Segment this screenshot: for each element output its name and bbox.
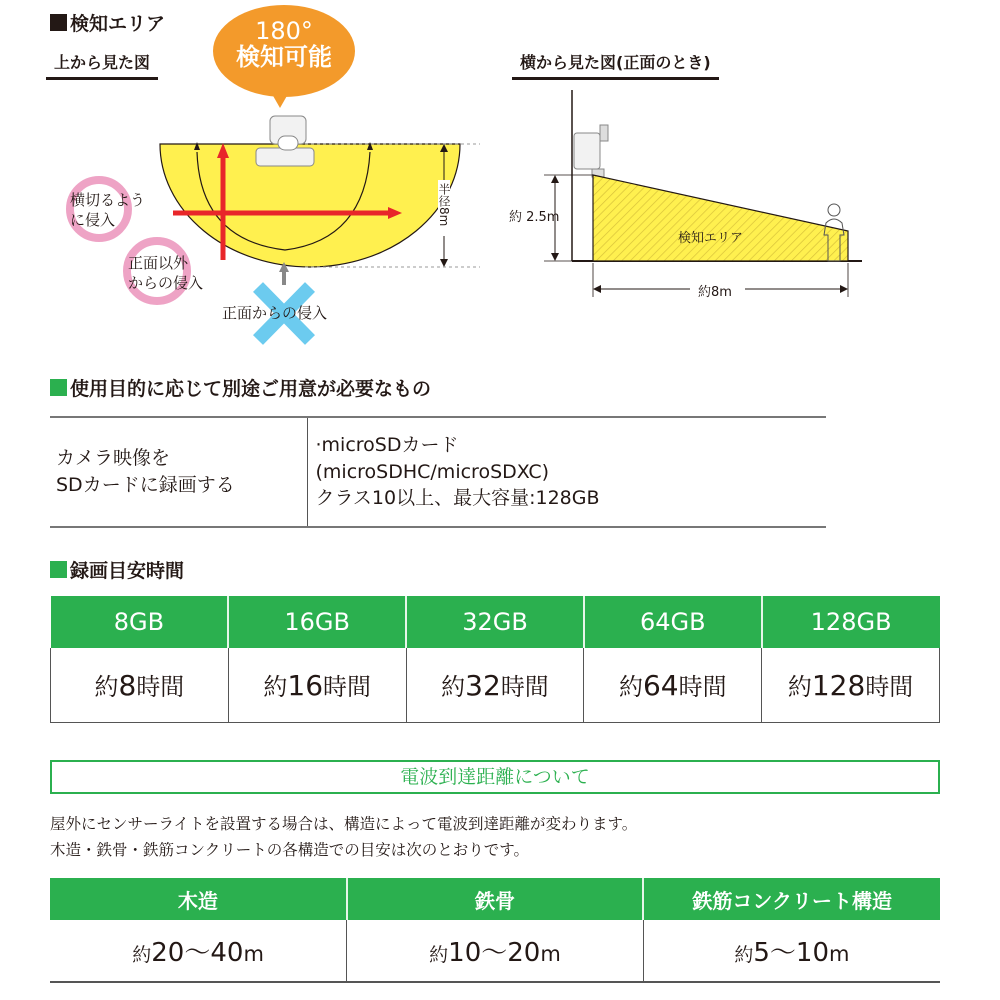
cross-entry-label: 横切るよう に侵入 (70, 191, 146, 230)
hours-cell: 約16時間 (228, 648, 406, 722)
side-area-label: 検知エリア (678, 231, 744, 246)
green-square-icon (50, 561, 67, 578)
radio-range-table (50, 878, 940, 983)
hours-cell: 約128時間 (762, 648, 940, 722)
structure-header: 鉄筋コンクリート構造 (643, 878, 940, 920)
black-square-icon (50, 14, 67, 31)
distance-label: 約8m (698, 285, 732, 300)
recording-time-title: 録画目安時間 (50, 556, 184, 583)
table-header-row (50, 878, 940, 920)
radio-range-banner: 電波到達距離について (50, 760, 940, 794)
radio-range-note: 屋外にセンサーライトを設置する場合は、構造によって電波到達距離が変わります。 木造・鉄骨・鉄筋コンクリートの各構造での目安は次のとおりです。 (50, 815, 638, 859)
capacity-header: 64GB (584, 596, 762, 648)
capacity-header: 8GB (51, 596, 229, 648)
item-cell: ·microSDカード (microSDHC/microSDXC) クラス10以上、最大容量:128GB (315, 434, 600, 510)
hours-cell: 約8時間 (51, 648, 229, 722)
range-cell: 約20〜40m (50, 920, 347, 982)
hours-cell: 約32時間 (406, 648, 584, 722)
detection-area-title: 検知エリア (50, 9, 165, 36)
requirements-table (50, 416, 826, 528)
green-square-icon (50, 379, 67, 396)
capacity-header: 16GB (228, 596, 406, 648)
capacity-header: 32GB (406, 596, 584, 648)
range-cell: 約10〜20m (347, 920, 644, 982)
bubble-tail (272, 94, 288, 108)
side-view-subhead: 横から見た図(正面のとき) (512, 50, 719, 80)
table-row (50, 417, 826, 527)
height-label: 約 2.5m (509, 210, 560, 225)
table-row (50, 920, 940, 982)
capacity-header: 128GB (762, 596, 940, 648)
range-cell: 約5〜10m (643, 920, 940, 982)
table-row (51, 648, 940, 722)
purpose-cell: カメラ映像を SDカードに録画する (50, 417, 307, 527)
front-entry-label: 正面からの侵入 (222, 304, 328, 322)
hours-cell: 約64時間 (584, 648, 762, 722)
recording-time-table (50, 596, 940, 723)
side-entry-label: 正面以外 からの侵入 (128, 254, 204, 293)
side-detection-area (593, 175, 848, 261)
top-view-subhead: 上から見た図 (46, 50, 158, 80)
radius-label: 半径8m (437, 183, 451, 227)
structure-header: 鉄骨 (347, 878, 644, 920)
table-header-row (51, 596, 940, 648)
requirements-title: 使用目的に応じて別途ご用意が必要なもの (50, 374, 431, 401)
structure-header: 木造 (50, 878, 347, 920)
side-view-diagram (500, 85, 880, 305)
detection-angle-bubble: 180° 検知可能 (213, 5, 355, 97)
